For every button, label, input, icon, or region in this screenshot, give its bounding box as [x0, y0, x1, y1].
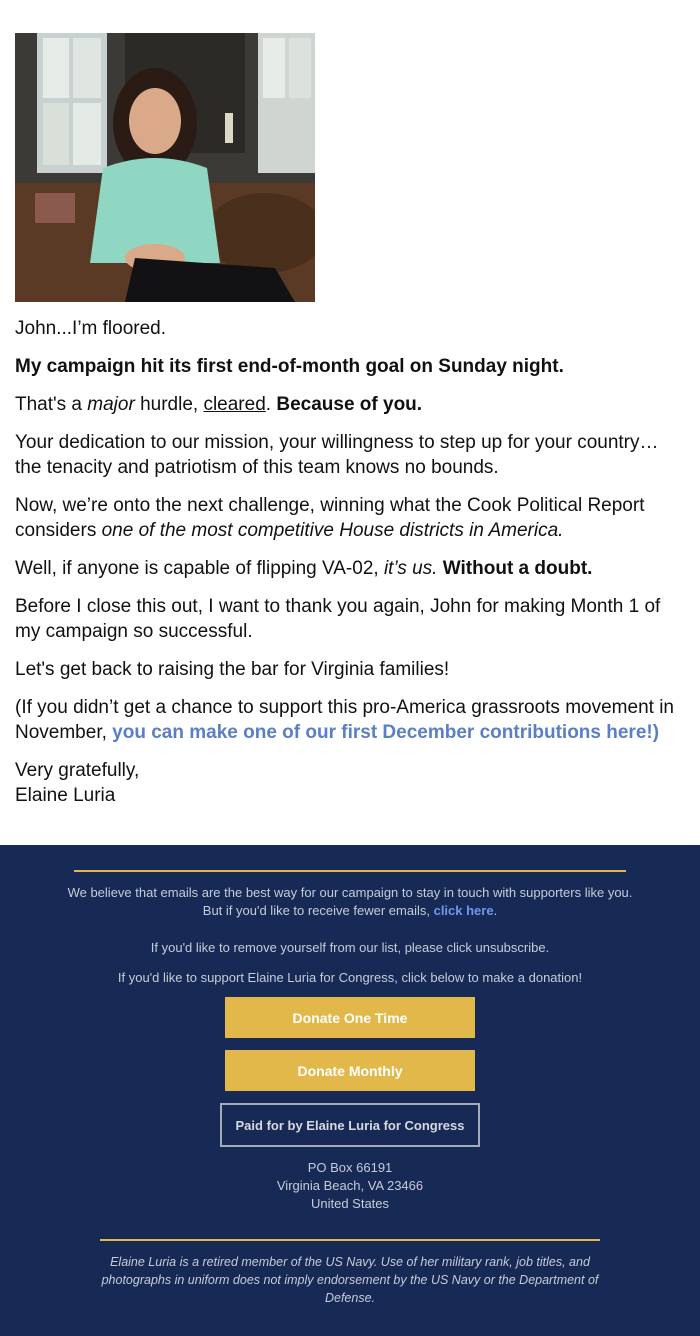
email-footer: [0, 845, 700, 1336]
flip-paragraph: [15, 556, 592, 581]
dedication-paragraph: Your dedication to our mission, your willingness to step up for your country… the tenacity and patriotism of this team knows no bounds.: [15, 432, 659, 478]
back-to-work-paragraph: Let's get back to raising the bar for Virginia families!: [15, 659, 450, 680]
donation-prompt: If you'd like to support Elaine Luria for Congress, click below to make a donation!: [117, 970, 583, 985]
support-paragraph: [15, 695, 687, 745]
goal-paragraph: [15, 354, 564, 379]
fewer-emails-text: [60, 884, 640, 920]
hurdle-post: .: [265, 394, 277, 415]
support-pre: (If you didn’t get a chance to support this pro-America grassroots movement in November,: [15, 697, 674, 743]
hurdle-pre: That's a: [15, 394, 88, 415]
letter-body: [15, 33, 685, 806]
signature: [15, 758, 139, 808]
goal-text: My campaign hit its first end-of-month goal on Sunday night.: [15, 356, 564, 377]
signer-name: Elaine Luria: [15, 785, 116, 806]
footer-divider-top: [74, 870, 626, 872]
address-line-3: United States: [310, 1196, 390, 1211]
sign-off: Very gratefully,: [15, 760, 140, 781]
next-italic: one of the most competitive House districts in America.: [101, 520, 564, 541]
next-challenge-paragraph: [15, 493, 687, 543]
address-line-2: Virginia Beach, VA 23466: [276, 1178, 424, 1193]
flip-italic: it’s us.: [383, 558, 438, 579]
greeting-line: John...I’m floored.: [15, 318, 167, 339]
paid-for-disclaimer: Paid for by Elaine Luria for Congress: [220, 1103, 480, 1147]
footer-divider-bottom: [100, 1239, 600, 1241]
thank-you-paragraph: Before I close this out, I want to thank you again, John for making Month 1 of my campaign so successful.: [15, 596, 661, 642]
mailing-address: [200, 1159, 500, 1213]
flip-bold: Without a doubt.: [437, 558, 593, 579]
fewer-emails-body: We believe that emails are the best way for our campaign to stay in touch with supporters like you. But if you'd like to receive fewer emails,: [67, 885, 633, 918]
military-disclaimer: Elaine Luria is a retired member of the US Navy. Use of her military rank, job titles, and photographs in uniform does not imply endorsement by the US Navy or the Department of Defense.: [101, 1255, 599, 1305]
candidate-photo: [15, 33, 315, 302]
fewer-emails-link[interactable]: click here: [433, 903, 494, 918]
next-pre: Now, we’re onto the next challenge, winning what the Cook Political Report considers: [15, 495, 645, 541]
fewer-emails-end: .: [493, 903, 498, 918]
hurdle-mid: hurdle,: [134, 394, 204, 415]
address-line-1: PO Box 66191: [307, 1160, 393, 1175]
flip-pre: Well, if anyone is capable of flipping VA-02,: [15, 558, 384, 579]
hurdle-paragraph: [15, 392, 422, 417]
hurdle-cleared: cleared: [203, 394, 266, 415]
donate-monthly-button[interactable]: Donate Monthly: [225, 1050, 475, 1091]
unsubscribe-text: If you'd like to remove yourself from our list, please click unsubscribe.: [150, 940, 550, 955]
donate-one-time-button[interactable]: Donate One Time: [225, 997, 475, 1038]
hurdle-major: major: [87, 394, 135, 415]
candidate-photo-illustration: [15, 33, 315, 302]
hurdle-bold: Because of you.: [276, 394, 423, 415]
contribute-link[interactable]: you can make one of our first December contributions here!): [112, 722, 660, 743]
